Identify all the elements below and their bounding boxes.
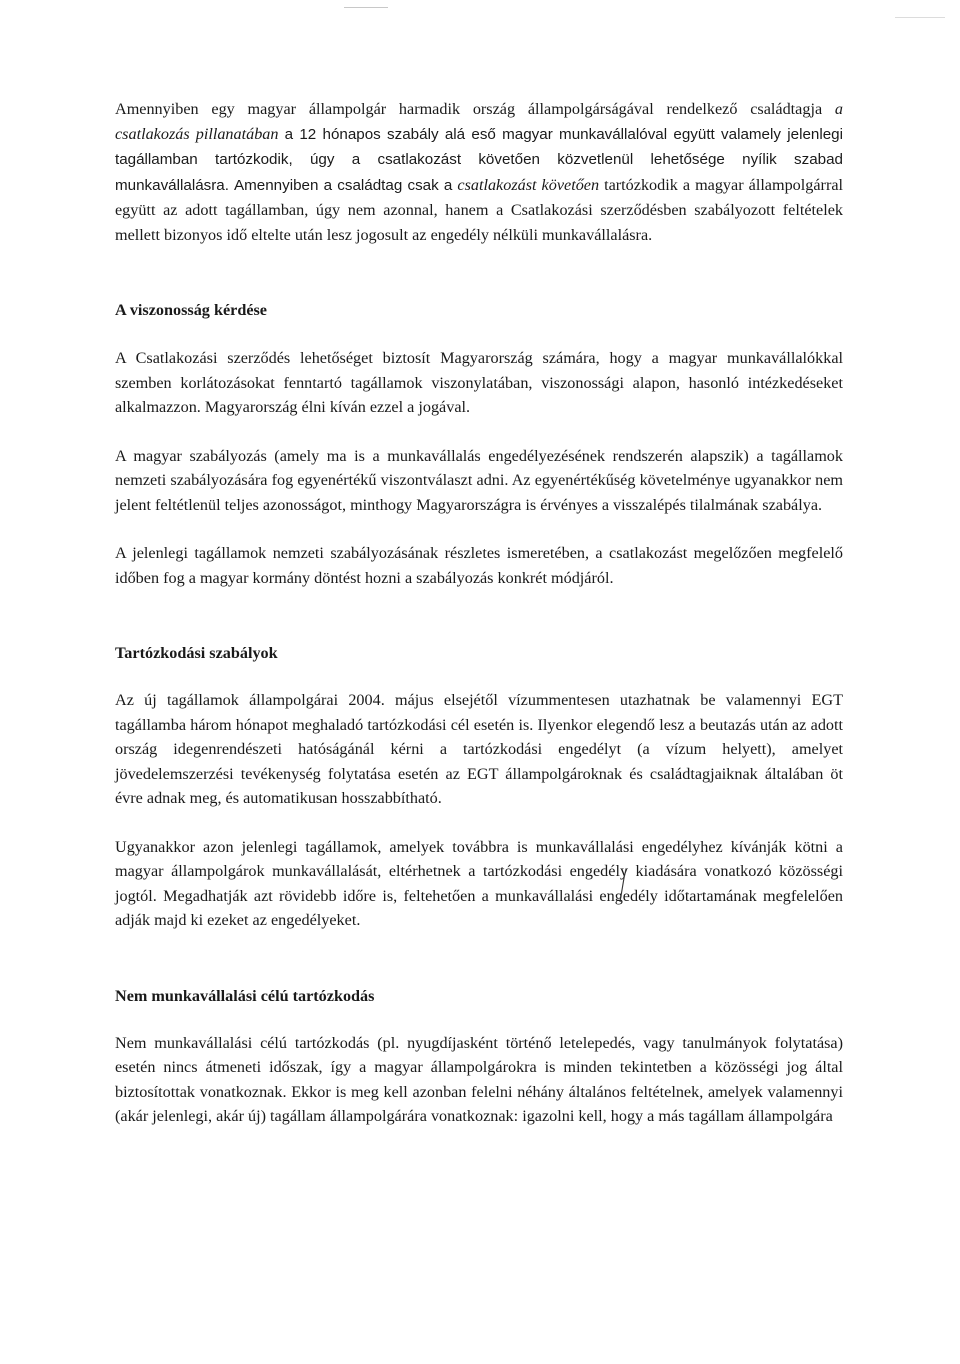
paragraph: Nem munkavállalási célú tartózkodás (pl. nyugdíjasként történő letelepedés, vagy tanulmányok folytatása) esetén nincs átmeneti időszak, így a magyar állampolgárokra is minden tekintetben a közösségi jog által biztosítottak vonatkoznak. Ekkor is meg kell azonban felelni néhány általános feltételnek, amelyek valamennyi (akár jelenlegi, akár új) tagállam állampolgárára vonatkoznak: igazolni kell, hogy a más tagállam állampolgára xyxy=(115,1033,843,1125)
intro-text: Amennyiben a családtag csak a xyxy=(234,176,453,194)
document-page xyxy=(115,97,843,1129)
scan-artifact-line xyxy=(895,17,945,18)
paragraph: A Csatlakozási szerződés lehetőséget biztosít Magyarország számára, hogy a magyar munkavállalókkal szemben korlátozásokat fenntartó tagállamok viszonylatában, viszonossági alapon, hasonló intézkedéseket alkalmazzon. Magyarország élni kíván ezzel a jogával. xyxy=(115,349,843,416)
handwritten-mark-icon xyxy=(617,868,629,904)
paragraph: Ugyanakkor azon jelenlegi tagállamok, amelyek továbbra is munkavállalási engedélyhez kívánják kötni a magyar állampolgárok munkavállalását, eltérhetnek a tartózkodási engedély kiadására vonatkozó közösségi jogtól. Megadhatják azt rövidebb időre is, feltehetően a munkavállalási engedély időtartamának megfelelően adják majd ki ezeket az engedélyeket. xyxy=(115,837,843,929)
intro-text: tartózkodik a magyar állampolgárral együtt az adott tagállamban, úgy nem azonnal, hanem a Csatlakozási szerződésben szabályozott feltételek mellett bizonyos idő eltelte után lesz jogosult az engedély nélküli munkavállalásra. xyxy=(115,175,844,244)
section-heading-residence: Tartózkodási szabályok xyxy=(115,644,278,662)
intro-italic: csatlakozást követően xyxy=(457,175,600,194)
scan-artifact-line xyxy=(344,7,388,8)
section-heading-non-work: Nem munkavállalási célú tartózkodás xyxy=(115,986,375,1005)
paragraph: Az új tagállamok állampolgárai 2004. május elsejétől vízummentesen utazhatnak be valamennyi EGT tagállamba három hónapot meghaladó tartózkodási cél esetén is. Ilyenkor elegendő lesz a beutazás után az adott ország idegenrendészeti hatóságánál kérni a tartózkodási engedélyt (a vízum helyett), amelyet jövedelemszerzési tevékenység folytatása esetén az EGT állampolgároknak és családtagjaiknak általában öt évre adnak meg, és automatikusan hosszabbítható. xyxy=(115,691,843,807)
intro-text: Amennyiben egy magyar állampolgár harmadik ország állampolgárságával rendelkező családtagja xyxy=(115,100,823,118)
paragraph: A jelenlegi tagállamok nemzeti szabályozásának részletes ismeretében, a csatlakozást megelőzően megfelelő időben fog a magyar kormány döntést hozni a szabályozás konkrét módjáról. xyxy=(115,544,843,587)
intro-paragraph xyxy=(115,97,843,247)
intro-text: a 12 hónapos szabály alá eső magyar munkavállalóval együtt valamely jelenlegi tagállamban tartózkodik, úgy a csatlakozást követően közvetlenül lehetősége nyílik szabad munkavállalásra. xyxy=(115,125,843,194)
paragraph: A magyar szabályozás (amely ma is a munkavállalás engedélyezésének rendszerén alapszik) a tagállamok nemzeti szabályozására fog egyenértékű viszontválaszt adni. Az egyenértékűség követelménye ugyanakkor nem jelent feltétlenül teljes azonosságot, minthogy Magyarországra is érvényes a visszalépés tilalmának szabálya. xyxy=(115,446,843,514)
intro-italic: a csatlakozás pillanatában xyxy=(115,100,844,143)
section-heading-reciprocity: A viszonosság kérdése xyxy=(115,301,267,319)
